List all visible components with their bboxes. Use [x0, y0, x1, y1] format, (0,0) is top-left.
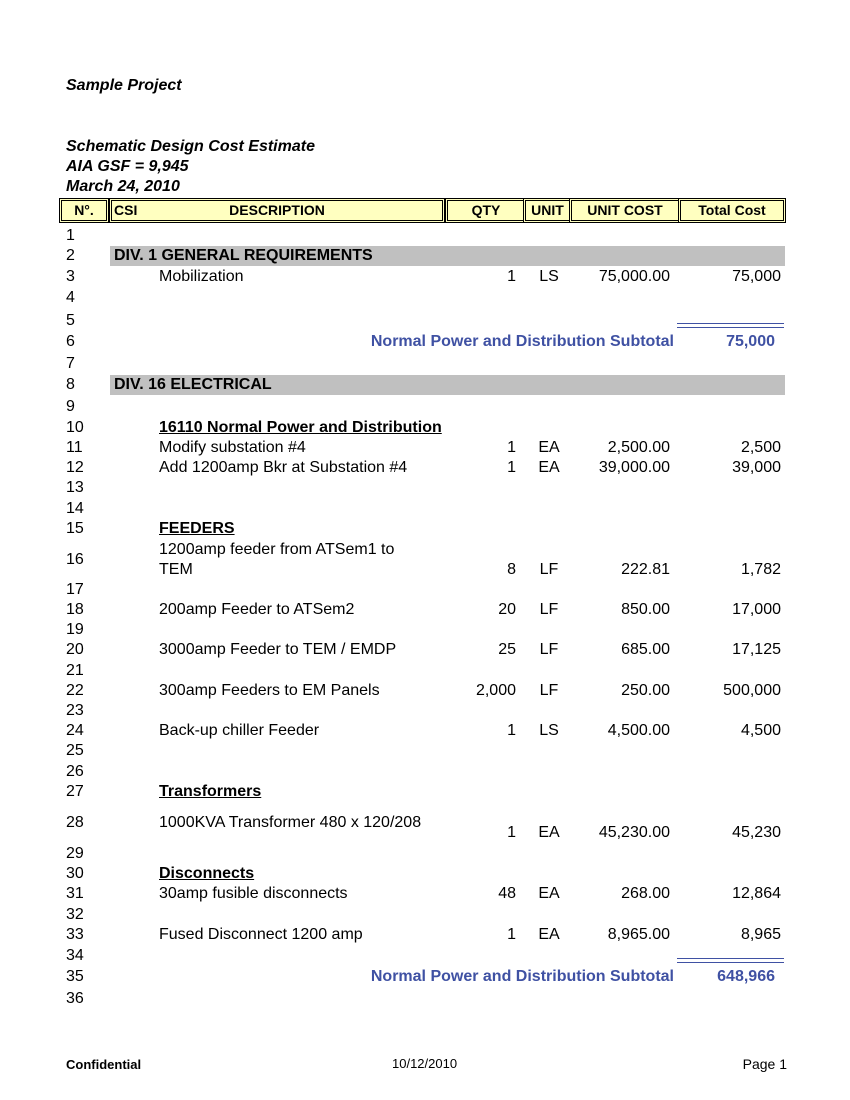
- column-header-description-label: DESCRIPTION: [229, 202, 325, 218]
- row-number: 4: [66, 289, 75, 306]
- item-total: 17,125: [732, 641, 781, 658]
- line-item-row: [0, 267, 850, 287]
- table-row: [0, 905, 850, 925]
- section-heading: 16110 Normal Power and Distribution: [159, 419, 442, 436]
- subtotal-value: 648,966: [717, 968, 775, 985]
- table-row: [0, 989, 850, 1009]
- column-header-csi: CSI: [114, 202, 138, 218]
- footer-date: 10/12/2010: [392, 1056, 458, 1071]
- row-number: 25: [66, 742, 84, 759]
- division-title: DIV. 1 GENERAL REQUIREMENTS: [114, 247, 373, 264]
- row-number: 16: [66, 551, 84, 568]
- row-number: 13: [66, 479, 84, 496]
- row-number: 26: [66, 763, 84, 780]
- item-description: Mobilization: [159, 268, 244, 285]
- line-item-row: [0, 721, 850, 741]
- item-qty: 20: [498, 601, 516, 618]
- subtotal-row: [0, 967, 850, 987]
- row-number: 30: [66, 865, 84, 882]
- item-description: 3000amp Feeder to TEM / EMDP: [159, 641, 397, 658]
- item-total: 39,000: [732, 459, 781, 476]
- row-number: 31: [66, 885, 84, 902]
- row-number: 12: [66, 459, 84, 476]
- section-heading: FEEDERS: [159, 520, 235, 537]
- item-qty: 25: [498, 641, 516, 658]
- table-row: [0, 397, 850, 417]
- item-description: 30amp fusible disconnects: [159, 885, 348, 902]
- item-unit-cost: 850.00: [621, 601, 670, 618]
- item-total: 4,500: [740, 722, 781, 739]
- item-total: 8,965: [740, 926, 781, 943]
- row-number: 8: [66, 376, 75, 393]
- row-number: 28: [66, 814, 84, 831]
- item-qty: 1: [507, 439, 516, 456]
- item-unit-cost: 75,000.00: [598, 268, 670, 285]
- table-row: [0, 226, 850, 246]
- item-unit-cost: 250.00: [621, 682, 670, 699]
- item-description: 1200amp feeder from ATSem1 to: [159, 541, 395, 558]
- line-item-row: [0, 813, 850, 841]
- section-heading: Transformers: [159, 783, 262, 800]
- table-row: [0, 499, 850, 519]
- table-row: [0, 946, 850, 966]
- row-number: 33: [66, 926, 84, 943]
- line-item-row: [0, 640, 850, 660]
- table-row: [0, 478, 850, 498]
- item-unit-cost: 222.81: [621, 561, 670, 578]
- row-number: 6: [66, 333, 75, 350]
- row-number: 18: [66, 601, 84, 618]
- item-unit-cost: 268.00: [621, 885, 670, 902]
- item-qty: 48: [498, 885, 516, 902]
- table-row: [0, 580, 850, 600]
- section-row: [0, 418, 850, 438]
- line-item-row: [0, 438, 850, 458]
- item-qty: 1: [507, 824, 516, 841]
- table-row: [0, 701, 850, 721]
- table-row: [0, 311, 850, 331]
- row-number: 29: [66, 845, 84, 862]
- row-number: 2: [66, 247, 75, 264]
- row-number: 1: [66, 227, 75, 244]
- subtotal-label: Normal Power and Distribution Subtotal: [370, 968, 674, 985]
- item-unit-cost: 685.00: [621, 641, 670, 658]
- row-number: 21: [66, 662, 84, 679]
- item-total: 12,864: [732, 885, 781, 902]
- footer-confidential: Confidential: [66, 1057, 142, 1072]
- table-row: [0, 844, 850, 864]
- row-number: 35: [66, 968, 84, 985]
- row-number: 36: [66, 990, 84, 1007]
- row-number: 24: [66, 722, 84, 739]
- item-unit-cost: 45,230.00: [598, 824, 670, 841]
- section-heading: Disconnects: [159, 865, 255, 882]
- subtotal-double-rule: [677, 958, 784, 963]
- table-row: [0, 741, 850, 761]
- column-header-row: [59, 198, 786, 221]
- line-item-row: [0, 600, 850, 620]
- column-header-unit-cost: UNIT COST: [569, 198, 681, 223]
- gross-square-footage: AIA GSF = 9,945: [66, 158, 189, 175]
- item-unit: EA: [538, 459, 560, 476]
- item-total: 500,000: [723, 682, 781, 699]
- item-qty: 2,000: [475, 682, 516, 699]
- item-unit: LF: [539, 601, 559, 618]
- item-description: Add 1200amp Bkr at Substation #4: [159, 459, 408, 476]
- estimate-date: March 24, 2010: [66, 178, 180, 195]
- project-name: Sample Project: [66, 77, 182, 94]
- row-number: 19: [66, 621, 84, 638]
- subtotal-row: [0, 332, 850, 352]
- column-header-qty: QTY: [445, 198, 527, 223]
- column-header-unit: UNIT: [523, 198, 572, 223]
- column-header-description: [109, 198, 445, 223]
- section-row: [0, 782, 850, 802]
- column-header-no: N°.: [59, 198, 109, 223]
- item-total: 45,230: [732, 824, 781, 841]
- item-unit-cost: 39,000.00: [598, 459, 670, 476]
- subtotal-label: Normal Power and Distribution Subtotal: [370, 333, 674, 350]
- line-item-row: [0, 458, 850, 478]
- item-unit-cost: 8,965.00: [607, 926, 670, 943]
- item-qty: 1: [507, 459, 516, 476]
- table-row: [0, 762, 850, 782]
- item-qty: 1: [507, 926, 516, 943]
- subtotal-value: 75,000: [726, 333, 775, 350]
- row-number: 3: [66, 268, 75, 285]
- division-row: [0, 375, 850, 395]
- item-total: 75,000: [732, 268, 781, 285]
- row-number: 9: [66, 398, 75, 415]
- section-row: [0, 519, 850, 539]
- item-unit: LS: [539, 722, 559, 739]
- row-number: 15: [66, 520, 84, 537]
- item-unit-cost: 4,500.00: [607, 722, 670, 739]
- line-item-row: [0, 925, 850, 945]
- item-description: Modify substation #4: [159, 439, 306, 456]
- item-description-continued: TEM: [159, 561, 193, 578]
- row-number: 14: [66, 500, 84, 517]
- table-row: [0, 288, 850, 308]
- row-number: 17: [66, 581, 84, 598]
- item-unit: LS: [539, 268, 559, 285]
- row-number: 23: [66, 702, 84, 719]
- row-number: 34: [66, 947, 84, 964]
- item-unit: LF: [539, 561, 559, 578]
- item-description: Back-up chiller Feeder: [159, 722, 320, 739]
- item-qty: 8: [507, 561, 516, 578]
- row-number: 27: [66, 783, 84, 800]
- row-number: 20: [66, 641, 84, 658]
- item-unit: EA: [538, 439, 560, 456]
- estimate-title: Schematic Design Cost Estimate: [66, 138, 315, 155]
- item-unit: EA: [538, 824, 560, 841]
- line-item-row: [0, 540, 850, 578]
- row-number: 22: [66, 682, 84, 699]
- column-header-total-cost: Total Cost: [678, 198, 786, 223]
- item-qty: 1: [507, 722, 516, 739]
- item-unit: EA: [538, 926, 560, 943]
- item-unit: LF: [539, 682, 559, 699]
- row-number: 32: [66, 906, 84, 923]
- line-item-row: [0, 884, 850, 904]
- division-title: DIV. 16 ELECTRICAL: [114, 376, 272, 393]
- footer-page-number: Page 1: [742, 1056, 787, 1072]
- row-number: 10: [66, 419, 84, 436]
- row-number: 5: [66, 312, 75, 329]
- item-total: 1,782: [740, 561, 781, 578]
- row-number: 11: [66, 439, 83, 456]
- item-unit-cost: 2,500.00: [607, 439, 670, 456]
- line-item-row: [0, 681, 850, 701]
- division-row: [0, 246, 850, 266]
- item-unit: LF: [539, 641, 559, 658]
- item-description: 300amp Feeders to EM Panels: [159, 682, 380, 699]
- item-total: 2,500: [740, 439, 781, 456]
- row-number: 7: [66, 355, 75, 372]
- item-qty: 1: [507, 268, 516, 285]
- item-total: 17,000: [732, 601, 781, 618]
- subtotal-double-rule: [677, 323, 784, 328]
- section-row: [0, 864, 850, 884]
- table-row: [0, 620, 850, 640]
- item-description: 1000KVA Transformer 480 x 120/208: [159, 814, 422, 831]
- table-row: [0, 661, 850, 681]
- item-unit: EA: [538, 885, 560, 902]
- item-description: 200amp Feeder to ATSem2: [159, 601, 355, 618]
- item-description: Fused Disconnect 1200 amp: [159, 926, 363, 943]
- table-row: [0, 354, 850, 374]
